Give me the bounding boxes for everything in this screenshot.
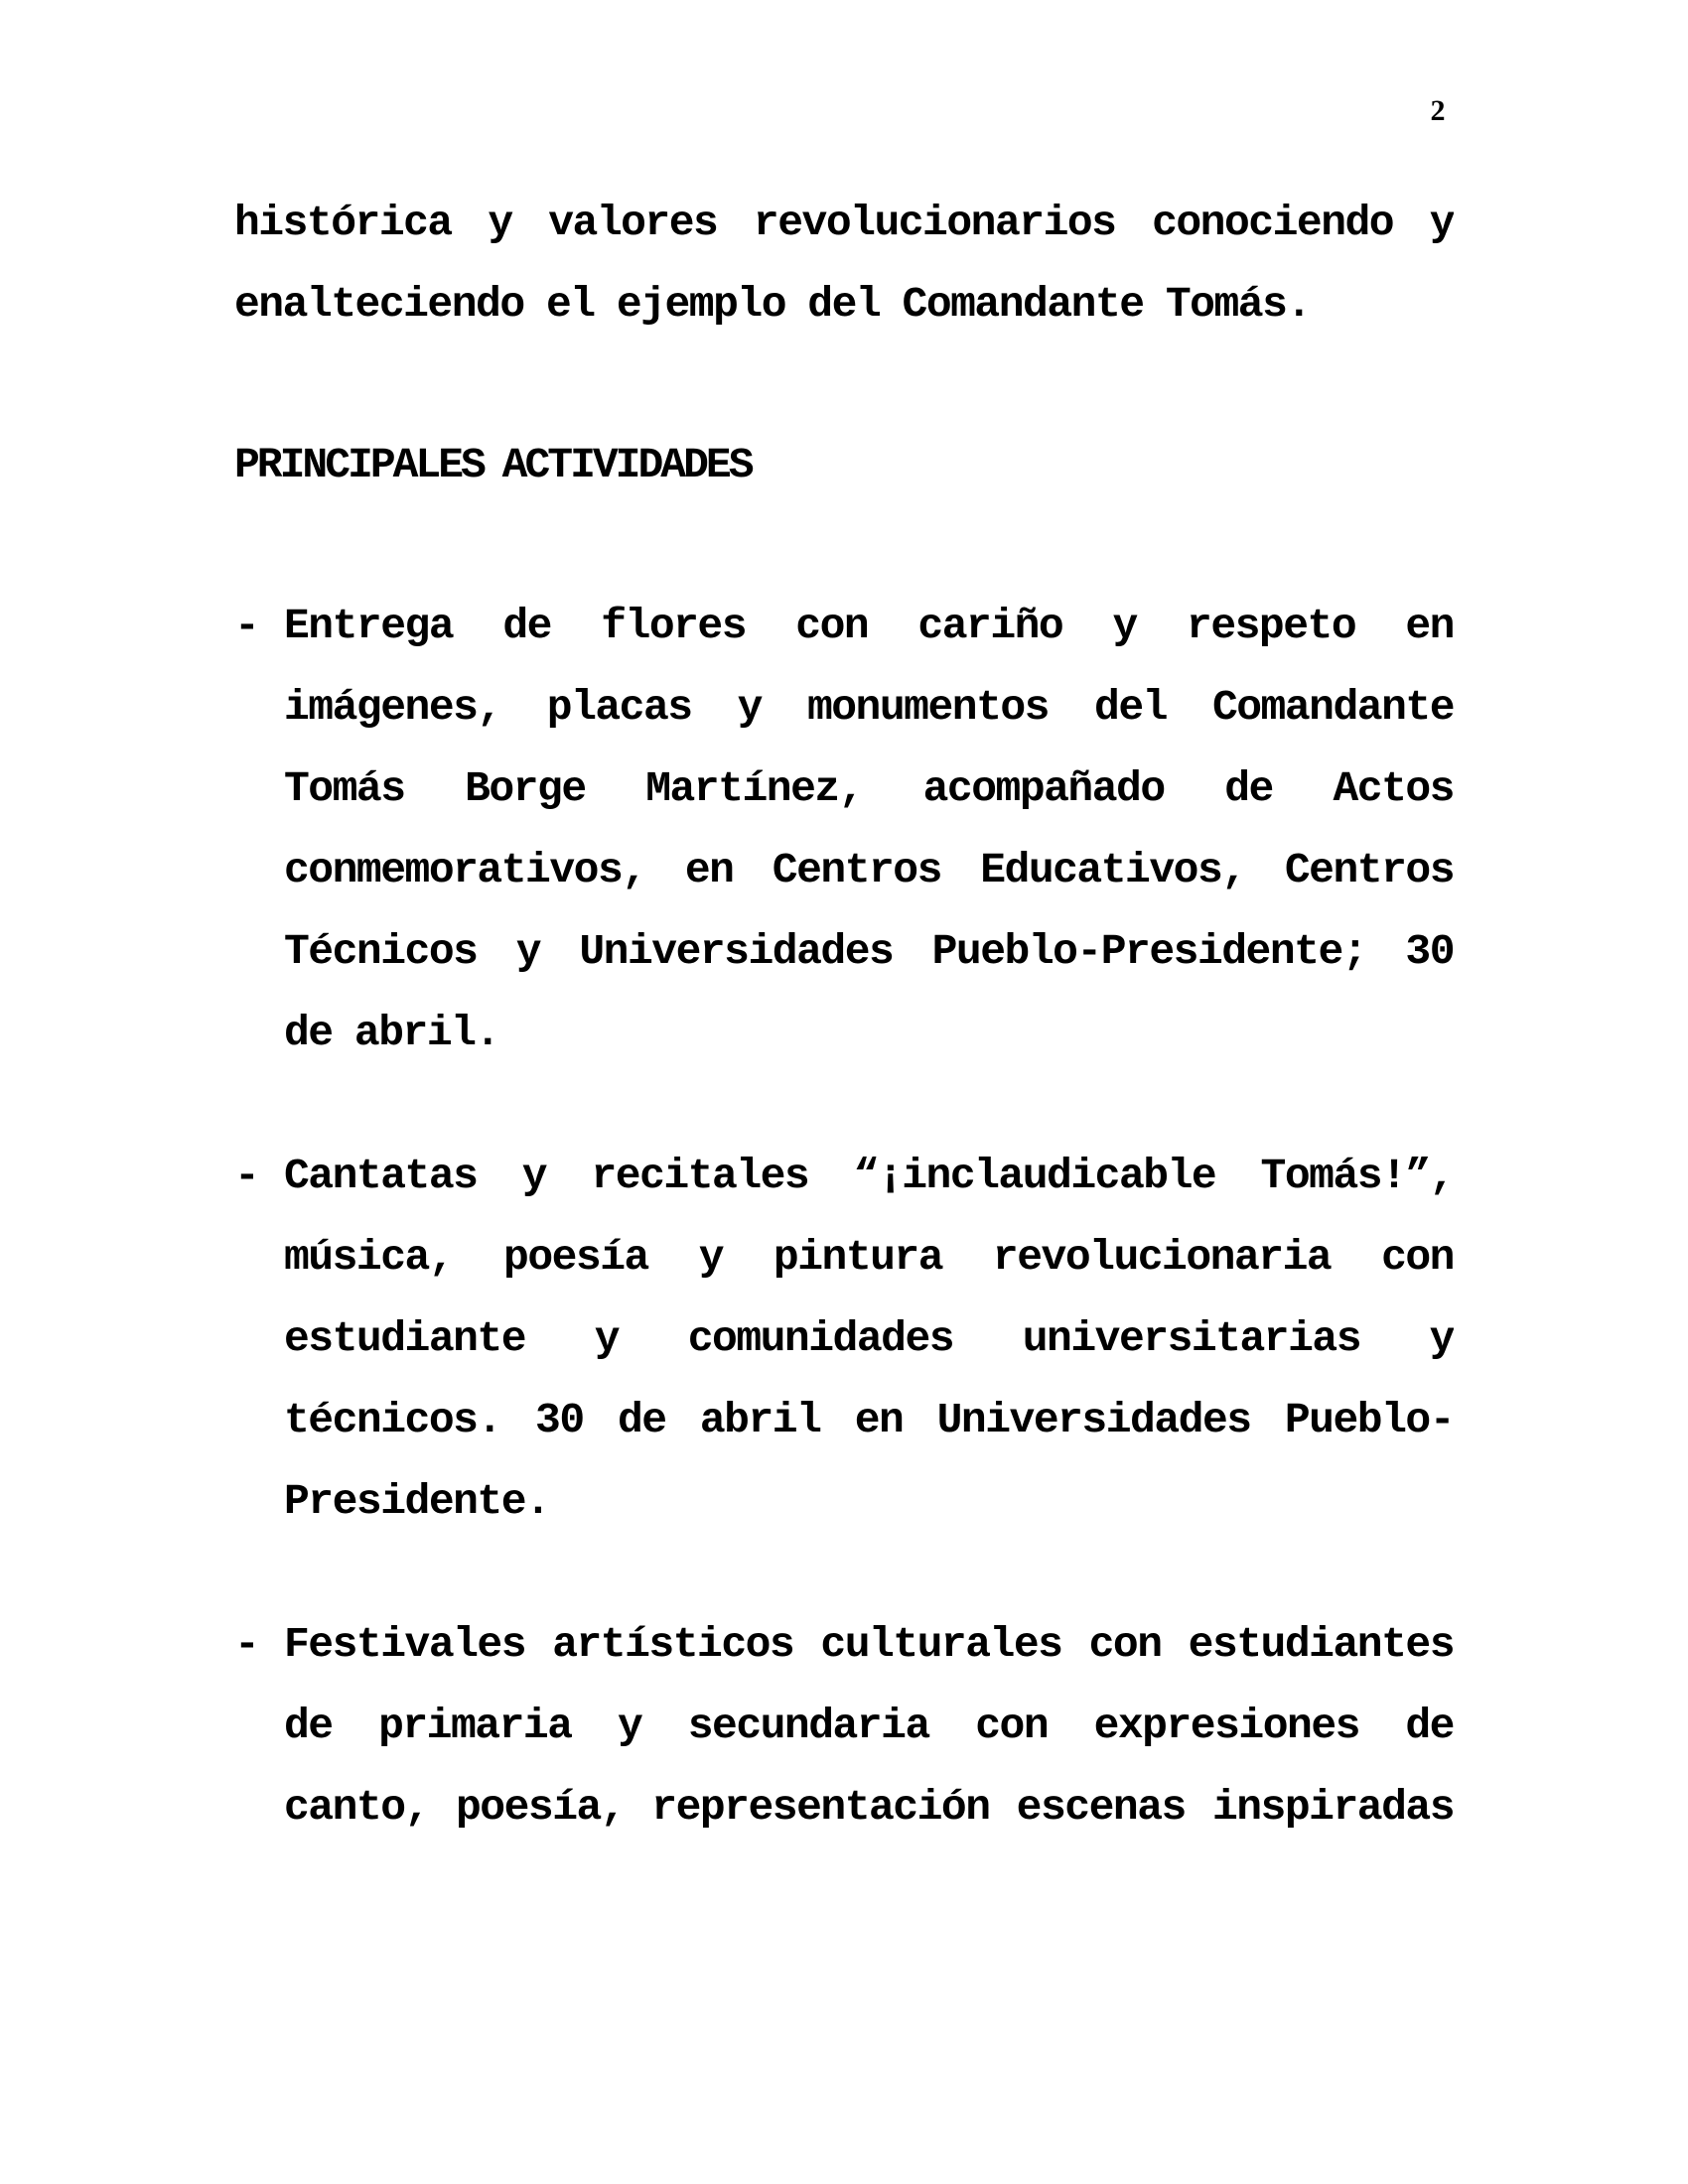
bullet-dash-icon: - xyxy=(234,602,259,650)
activity-item xyxy=(234,586,1454,1074)
activity-line: de primaria y secundaria con expresiones de xyxy=(284,1702,1454,1750)
intro-line: histórica y valores revolucionarios conociendo y xyxy=(234,199,1454,247)
activity-line: imágenes, placas y monumentos del Comandante xyxy=(284,683,1454,732)
page-number: 2 xyxy=(1430,94,1446,127)
activity-line: Tomás Borge Martínez, acompañado de Actos xyxy=(284,764,1454,813)
activity-line: Cantatas y recitales “¡inclaudicable Tomás!”, xyxy=(284,1152,1454,1200)
activity-line: estudiante y comunidades universitarias y xyxy=(284,1314,1454,1363)
activity-line: de abril. xyxy=(284,1009,499,1057)
intro-paragraph xyxy=(234,183,1454,345)
bullet-dash-icon: - xyxy=(234,1152,259,1200)
intro-line: enalteciendo el ejemplo del Comandante Tomás. xyxy=(234,280,1311,329)
activity-line: música, poesía y pintura revolucionaria con xyxy=(284,1233,1454,1282)
section-heading: PRINCIPALES ACTIVIDADES xyxy=(234,441,752,489)
document-body xyxy=(234,183,1454,1848)
activity-line: técnicos. 30 de abril en Universidades Pueblo- xyxy=(284,1396,1454,1444)
activity-line: Entrega de flores con cariño y respeto en xyxy=(284,602,1454,650)
bullet-dash-icon: - xyxy=(234,1620,259,1669)
activity-line: Festivales artísticos culturales con estudiantes xyxy=(284,1620,1454,1669)
activity-line: Presidente. xyxy=(284,1477,550,1526)
activity-line: Técnicos y Universidades Pueblo-Presidente; 30 xyxy=(284,927,1454,976)
activity-line: canto, poesía, representación escenas inspiradas xyxy=(284,1783,1454,1832)
activity-item xyxy=(234,1136,1454,1543)
activity-line: conmemorativos, en Centros Educativos, Centros xyxy=(284,846,1454,894)
activity-item xyxy=(234,1604,1454,1848)
